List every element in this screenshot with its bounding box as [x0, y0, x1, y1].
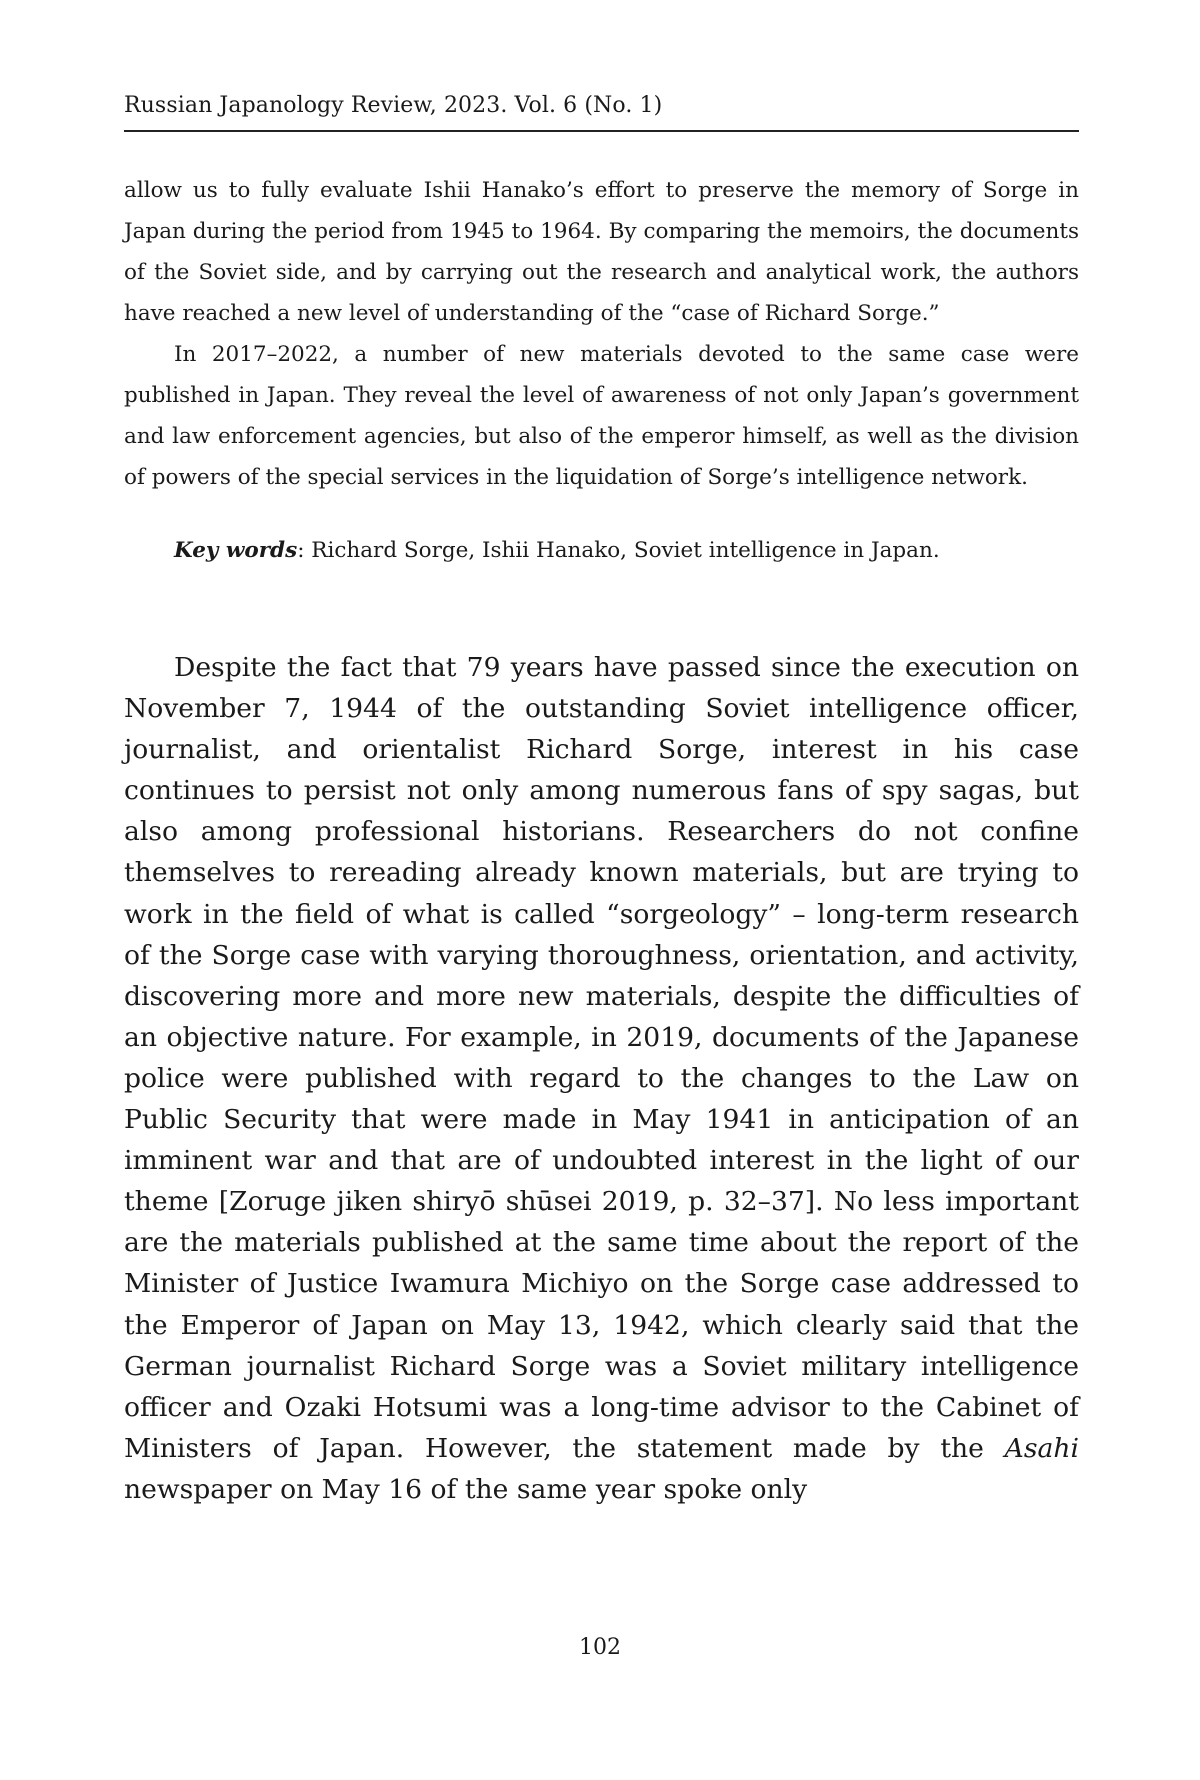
keywords-separator: : — [297, 538, 312, 563]
body-text-run: Despite the fact that 79 years have passed since the execution on November 7, 1944 of the outstanding Soviet intelligence officer, journalist, and orientalist Richard Sorge, interest in his case continues to persist not only among numerous fans of spy sagas, but also among professional historians. Researchers do not confine themselves to rereading already known materials, but are trying to work in the field of what is called “sorgeology” – long-term research of the Sorge case with varying thoroughness, orientation, and activity, discovering more and more new materials, despite the difficulties of an objective nature. For example, in 2019, documents of the Japanese police were published with regard to the changes to the Law on Public Security that were made in May 1941 in anticipation of an imminent war and that are of undoubted interest in the light of our theme [Zoruge jiken shiryō shūsei 2019, p. 32–37]. No less important are the materials published at the same time about the report of the Minister of Justice Iwamura Michiyo on the Sorge case addressed to the Emperor of Japan on May 13, 1942, which clearly said that the German journalist Richard Sorge was a Soviet military intelligence officer and Ozaki Hotsumi was a long-time advisor to the Cabinet of Ministers of Japan. However, the statement made by the — [124, 652, 1079, 1464]
body-paragraph — [124, 647, 1079, 1510]
body-text-run: newspaper on May 16 of the same year spoke only — [124, 1473, 808, 1505]
abstract-paragraph: allow us to fully evaluate Ishii Hanako’s effort to preserve the memory of Sorge in Japan during the period from 1945 to 1964. By comparing the memoirs, the documents of the Soviet side, and by carrying out the research and analytical work, the authors have reached a new level of understanding of the “case of Richard Sorge.” — [124, 178, 1079, 326]
keywords — [124, 530, 1079, 571]
keywords-text: Richard Sorge, Ishii Hanako, Soviet intelligence in Japan. — [311, 538, 940, 563]
running-head: Russian Japanology Review, 2023. Vol. 6 (No. 1) — [124, 92, 1079, 132]
body-text — [124, 647, 1079, 1510]
abstract-paragraph: In 2017–2022, a number of new materials devoted to the same case were published in Japan. They reveal the level of awareness of not only Japan’s government and law enforcement agencies, but also of the emperor himself, as well as the division of powers of the special services in the liquidation of Sorge’s intelligence network. — [124, 342, 1079, 490]
page-number: 102 — [579, 1635, 621, 1660]
newspaper-title: Asahi — [1004, 1432, 1079, 1464]
keywords-label: Key words — [174, 538, 298, 563]
abstract — [124, 170, 1079, 498]
page — [124, 92, 1079, 1510]
